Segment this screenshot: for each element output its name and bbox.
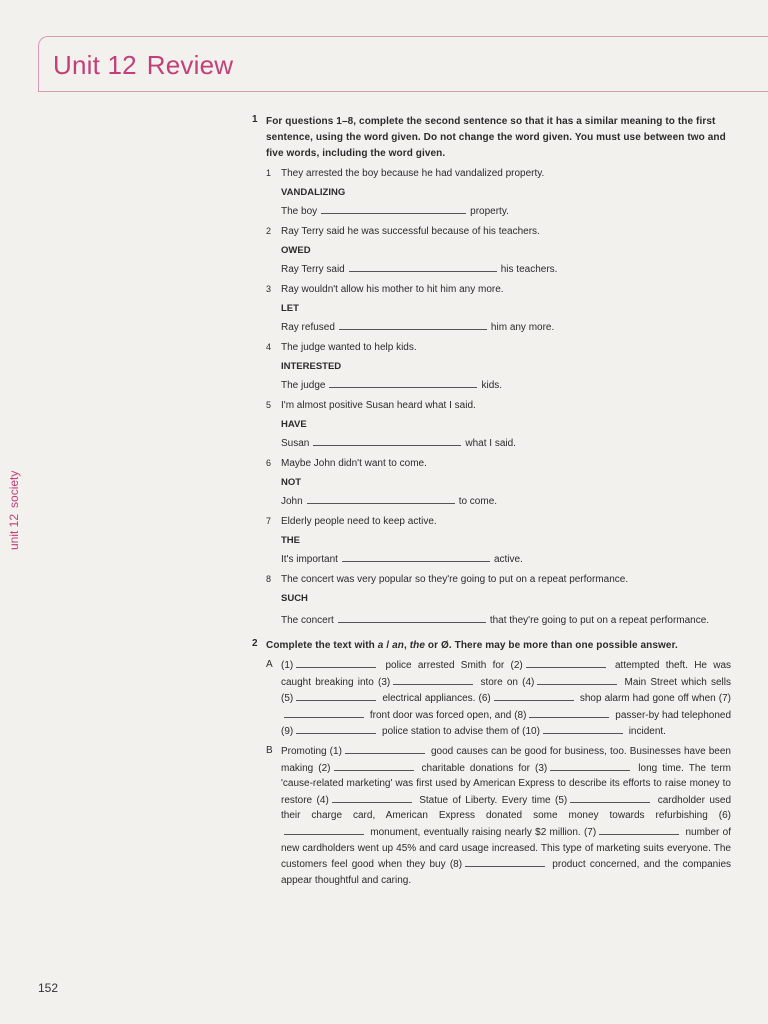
gap-number: (7) [718, 693, 732, 705]
keyword: INTERESTED [281, 361, 342, 372]
gap-number: (5) [281, 693, 294, 705]
passage-segment: shop alarm had gone off when [579, 693, 716, 705]
gap-number: (2) [318, 762, 331, 774]
question-item [266, 512, 732, 570]
keyword: OWED [281, 245, 311, 256]
keyword: HAVE [281, 419, 307, 430]
answer-end: him any more. [490, 322, 555, 333]
keyword: SUCH [281, 593, 308, 604]
gap-blank[interactable] [393, 674, 473, 685]
passage-segment: good causes can be good for business, too. Businesses have been making [281, 745, 731, 774]
question-item [266, 164, 732, 222]
passage-segment: front door was forced open, and [369, 709, 512, 721]
passage-letter: B [266, 744, 273, 756]
gap-number: (8) [514, 709, 527, 721]
question-sentence: The concert was very popular so they're going to put on a repeat performance. [281, 574, 629, 585]
gap-number: (3) [378, 676, 391, 688]
exercise-2 [252, 638, 732, 888]
question-row [266, 164, 732, 183]
exercise-1-header [252, 114, 732, 162]
side-section-label [7, 471, 21, 550]
gap-number: (4) [316, 794, 329, 806]
passage-segment: Main Street which sells [624, 676, 731, 688]
gap-blank[interactable] [296, 657, 376, 668]
passage-segment: number of new cardholders went up 45% and card usage increased. This type of marketing suits everyone. The customers feel good when they buy [281, 826, 731, 871]
gap-blank[interactable] [284, 707, 364, 718]
question-item [266, 222, 732, 280]
question-row [266, 512, 732, 531]
gap-number: (6) [718, 810, 731, 822]
question-sentence: Ray Terry said he was successful because of his teachers. [281, 226, 540, 237]
answer-line [281, 550, 732, 570]
side-section: society [7, 470, 21, 508]
passage-b [266, 743, 732, 888]
passage-segment: store on [480, 676, 518, 688]
passage-segment: police station to advise them of [382, 726, 520, 738]
gap-number: (10) [522, 726, 540, 738]
answer-blank[interactable] [339, 318, 487, 330]
exercise-number: 2 [252, 638, 258, 649]
gap-blank[interactable] [526, 657, 606, 668]
passage-segment: police arrested Smith for [385, 660, 505, 671]
question-number: 3 [266, 284, 272, 294]
answer-end: to come. [458, 496, 498, 507]
gap-blank[interactable] [345, 743, 425, 754]
question-number: 6 [266, 458, 272, 468]
answer-blank[interactable] [338, 611, 486, 623]
exercise-content [252, 114, 732, 888]
answer-line [281, 260, 732, 280]
exercise-1-items [252, 164, 732, 628]
gap-blank[interactable] [296, 690, 376, 701]
gap-number: (9) [281, 726, 294, 738]
gap-number: (8) [449, 859, 463, 871]
gap-number: (7) [583, 826, 597, 838]
question-row [266, 280, 732, 299]
question-sentence: Elderly people need to keep active. [281, 516, 437, 527]
gap-number: (4) [522, 676, 535, 688]
gap-blank[interactable] [599, 824, 679, 835]
passage-segment: electrical appliances. [382, 693, 476, 705]
gap-blank[interactable] [570, 792, 650, 803]
question-number: 5 [266, 400, 272, 410]
question-row [266, 396, 732, 415]
gap-blank[interactable] [537, 674, 617, 685]
passage-segment: Statue of Liberty. Every time [419, 794, 551, 806]
answer-line [281, 608, 732, 628]
question-number: 2 [266, 226, 272, 236]
question-item [266, 280, 732, 338]
answer-line [281, 492, 732, 512]
gap-number: (1) [329, 745, 342, 757]
gap-blank[interactable] [465, 856, 545, 867]
gap-blank[interactable] [296, 723, 376, 734]
question-number: 4 [266, 342, 272, 352]
answer-end: property. [470, 206, 509, 217]
keyword: LET [281, 303, 299, 314]
answer-start: The boy [281, 206, 318, 217]
answer-start: It's important [281, 554, 338, 565]
exercise-instruction: Complete the text with a / an, the or Ø. There may be more than one possible answer. [266, 640, 678, 651]
question-row [266, 454, 732, 473]
answer-blank[interactable] [342, 550, 490, 562]
passage-segment: Promoting [281, 745, 327, 757]
exercise-2-header [252, 638, 732, 654]
side-unit: unit 12 [7, 513, 21, 550]
answer-start: Ray Terry said [281, 264, 345, 275]
exercise-number: 1 [252, 114, 258, 125]
answer-start: Ray refused [281, 322, 335, 333]
answer-end: what I said. [465, 438, 516, 449]
keyword: NOT [281, 477, 302, 488]
answer-line [281, 376, 732, 396]
exercise-2-passages [252, 657, 732, 888]
answer-end: that they're going to put on a repeat performance. [489, 615, 710, 626]
keyword: THE [281, 535, 300, 546]
question-item [266, 454, 732, 512]
passage-text [281, 743, 731, 888]
answer-blank[interactable] [321, 202, 466, 214]
passage-segment: cardholder used their charge card, American Express donated some money towards refurbishing [281, 794, 732, 822]
passage-segment: attempted theft. He was caught breaking into [281, 660, 732, 688]
question-number: 7 [266, 516, 272, 526]
gap-blank[interactable] [550, 760, 630, 771]
answer-line [281, 434, 732, 454]
question-row [266, 338, 732, 357]
answer-start: The concert [281, 615, 334, 626]
passage-segment: incident. [628, 726, 666, 738]
page-number: 152 [38, 981, 59, 995]
unit-label: Unit 12 [53, 50, 137, 80]
question-item [266, 396, 732, 454]
answer-end: kids. [481, 380, 503, 391]
question-row [266, 222, 732, 241]
question-item [266, 338, 732, 396]
gap-number: (1) [281, 660, 294, 671]
gap-number: (3) [535, 762, 548, 774]
question-number: 8 [266, 574, 272, 584]
answer-blank[interactable] [313, 434, 461, 446]
gap-blank[interactable] [494, 690, 574, 701]
gap-blank[interactable] [529, 707, 609, 718]
gap-number: (5) [555, 794, 568, 806]
gap-number: (6) [478, 693, 491, 705]
passage-a [266, 657, 732, 740]
passage-segment: charitable donations for [421, 762, 530, 774]
answer-line [281, 202, 732, 222]
question-sentence: I'm almost positive Susan heard what I said. [281, 400, 476, 411]
exercise-instruction: For questions 1–8, complete the second sentence so that it has a similar meaning to the first sentence, using the word given. Do not change the word given. You must use between two and five words, including the word given. [266, 116, 726, 159]
title-label: Review [146, 50, 234, 80]
question-sentence: They arrested the boy because he had vandalized property. [281, 168, 545, 179]
question-item [266, 570, 732, 628]
passage-segment: long time. The term 'cause-related marketing' was first used by American Express to describe its efforts to raise money to restore [281, 762, 731, 806]
passage-letter: A [266, 659, 273, 670]
question-row [266, 570, 732, 589]
gap-blank[interactable] [334, 760, 414, 771]
gap-number: (2) [510, 660, 523, 671]
answer-start: John [281, 496, 303, 507]
passage-text [281, 657, 731, 740]
answer-line [281, 318, 732, 338]
answer-end: active. [493, 554, 523, 565]
passage-segment: product concerned, and the companies appear thoughtful and caring. [281, 859, 731, 886]
keyword: VANDALIZING [281, 187, 346, 198]
gap-blank[interactable] [332, 792, 412, 803]
gap-blank[interactable] [284, 824, 364, 835]
page-title [53, 50, 233, 81]
answer-start: The judge [281, 380, 326, 391]
answer-end: his teachers. [500, 264, 558, 275]
answer-blank[interactable] [307, 492, 455, 504]
answer-blank[interactable] [349, 260, 497, 272]
gap-blank[interactable] [543, 723, 623, 734]
answer-blank[interactable] [329, 376, 477, 388]
question-sentence: Maybe John didn't want to come. [281, 458, 427, 469]
question-number: 1 [266, 168, 272, 178]
answer-start: Susan [281, 438, 310, 449]
passage-segment: passer-by had telephoned [615, 709, 732, 721]
passage-segment: monument, eventually raising nearly $2 million. [370, 826, 581, 838]
question-sentence: Ray wouldn't allow his mother to hit him any more. [281, 284, 504, 295]
question-sentence: The judge wanted to help kids. [281, 342, 417, 353]
